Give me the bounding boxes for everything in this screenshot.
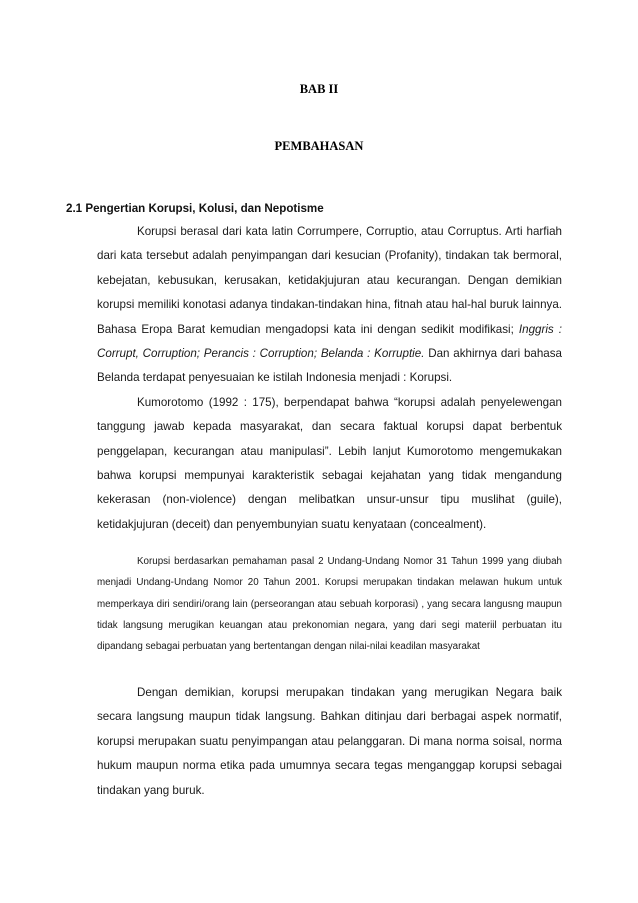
body-text-top bbox=[97, 220, 562, 537]
chapter-number: BAB II bbox=[299, 82, 339, 96]
section-heading: 2.1 Pengertian Korupsi, Kolusi, dan Nepotisme bbox=[66, 202, 324, 215]
block-quote-undang-undang bbox=[97, 551, 562, 657]
paragraph-1-text-b: Dan akhirnya dari bahasa Belanda terdapat penyesuaian ke istilah Indonesia menjadi : Korupsi. bbox=[97, 347, 563, 385]
paragraph-kumorotomo: Kumorotomo (1992 : 175), berpendapat bahwa “korupsi adalah penyelewengan tanggung jawab kepada masyarakat, dan secara faktual korupsi dapat berbentuk penggelapan, kecurangan atau manipulasi”. Lebih lanjut Kumorotomo mengemukakan bahwa korupsi mempunyai karakteristik sebagai kejahatan yang tidak mengandung kekerasan (non-violence) dengan melibatkan unsur-unsur tipu muslihat (guile), ketidakjujuran (deceit) dan penyembunyian suatu kenyataan (concealment). bbox=[97, 395, 562, 531]
paragraph-1-italic-terms: Inggris : Corrupt, Corruption; Perancis : Corruption; Belanda : Korruptie. bbox=[97, 322, 562, 361]
paragraph-conclusion: Dengan demikian, korupsi merupakan tindakan yang merugikan Negara baik secara langsung maupun tidak langsung. Bahkan ditinjau dari berbagai aspek normatif, korupsi merupakan suatu penyimpangan atau pelanggaran. Di mana norma soisal, norma hukum maupun norma etika pada umumnya secara tegas menganggap korupsi sebagai tindakan yang buruk. bbox=[97, 686, 562, 797]
paragraph-1-text-a: Korupsi berasal dari kata latin Corrumpere, Corruptio, atau Corruptus. Arti harfiah dari kata tersebut adalah penyimpangan dari kesucian (Profanity), tindakan tak bermoral, kebejatan, kebusukan, kerusakan, ketidakjujuran atau kecurangan. Dengan demikian korupsi memiliki konotasi adanya tindakan-tindakan hina, fitnah atau hal-hal buruk lainnya. Bahasa Eropa Barat kemudian mengadopsi kata ini dengan sedikit modifikasi; bbox=[97, 225, 562, 336]
quote-text: Korupsi berdasarkan pemahaman pasal 2 Undang-Undang Nomor 31 Tahun 1999 yang diubah menjadi Undang-Undang Nomor 20 Tahun 2001. Korupsi merupakan tindakan melawan hukum untuk memperkaya diri sendiri/orang lain (perseorangan atau sebuah korporasi) , yang secara langusng maupun tidak langsung merugikan keuangan atau prekonomian negara, yang dari segi materiil perbuatan itu dipandang sebagai perbuatan yang bertentangan dengan nilai-nilai keadilan masyarakat bbox=[97, 556, 562, 653]
chapter-title: PEMBAHASAN bbox=[274, 139, 364, 153]
paragraph-korupsi-origin bbox=[97, 220, 562, 391]
body-text-bottom bbox=[97, 681, 562, 803]
